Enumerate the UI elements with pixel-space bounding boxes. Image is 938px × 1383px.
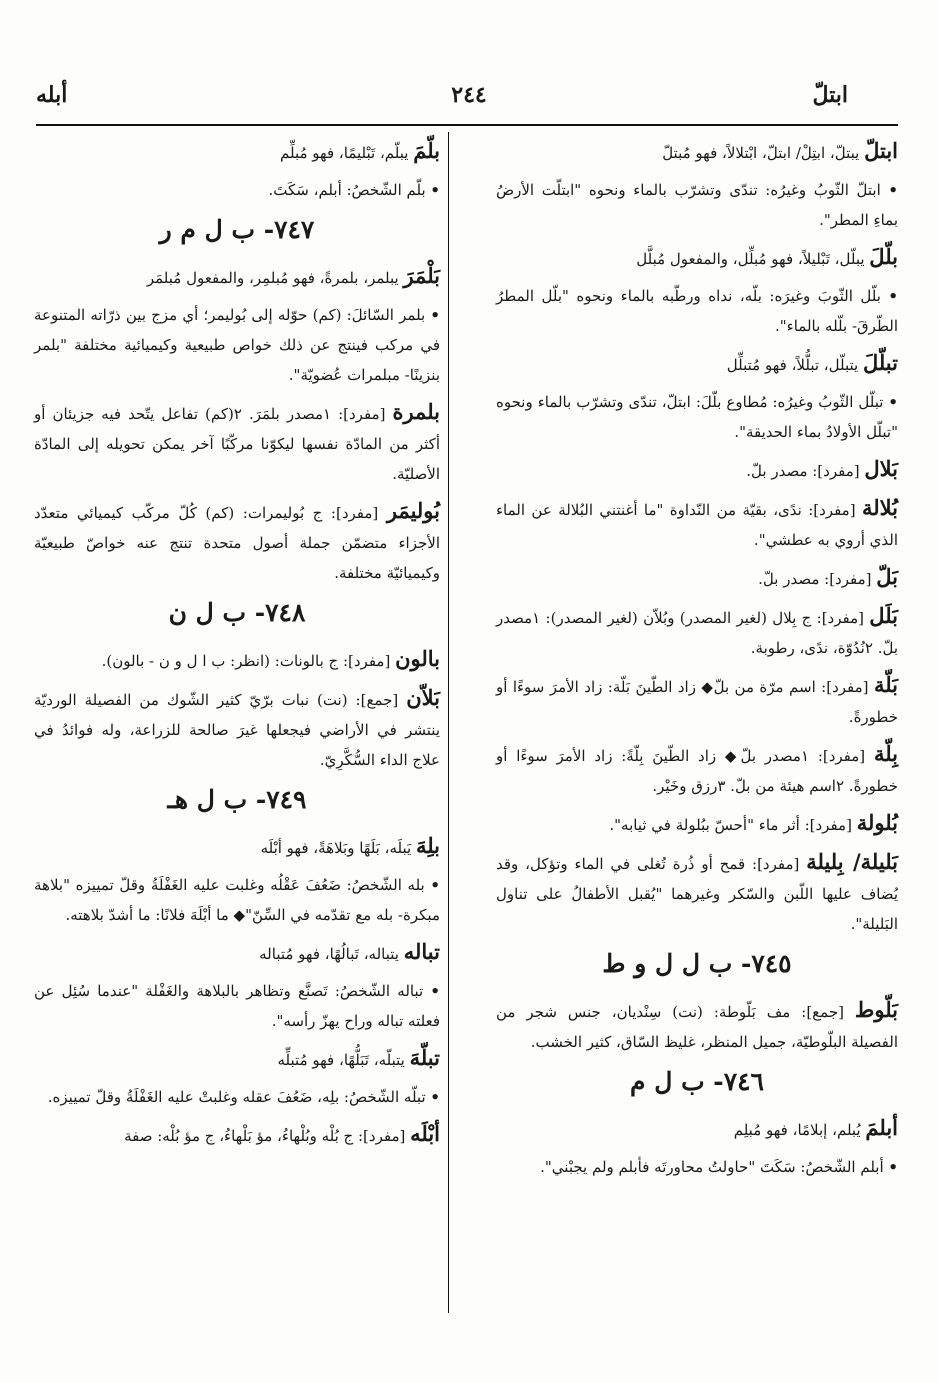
dictionary-entry [496,847,898,939]
dictionary-entry [496,493,898,555]
dictionary-entry [496,175,898,235]
dictionary-entry [34,300,440,390]
dictionary-entry [34,1082,440,1112]
dictionary-entry [34,261,440,293]
headword: بلّمَ [413,138,440,163]
bullet-icon: • [888,393,898,411]
headword: بَلْمَرَ [403,263,440,288]
dictionary-entry [496,562,898,594]
definition-text: يتبلّه، تَبَلُّهًا، فهو مُتبلِّه [277,1051,410,1069]
dictionary-entry [496,1113,898,1145]
headword: بُلولة [856,810,898,835]
headword: بالون [395,646,440,671]
headword: بَلّ [876,564,898,589]
headword: تبلّلَ [862,350,898,375]
definition-text: [مفرد]: ١مصدر بلمَرَ. ٢(كم) تفاعل يتّحد فيه جزيئان أو أكثر من المادّة نفسها ليكوّنا مركّبًا آخر يمكن تحويله إلى المادّة الأصليّة. [34,405,440,483]
header-first-word: ابتلّ [812,82,848,108]
headword: بلِهَ [415,833,440,858]
headword: بلمرة [392,399,440,424]
dictionary-entry [34,175,440,205]
root-heading: ٧٤٥- ب ل ل و ط [602,949,792,978]
definition-text: [مفرد]: ج بُوليمرات: (كم) كُلّ مركّب كيميائي متعدّد الأجزاء متضمّن جملة أصول متحدة تنتج عنه خواصّ طبيعيّة وكيميائيّة مختلفة. [34,504,440,582]
definition-text: [مفرد]: ج بالونات: (انظر: ب ا ل و ن - بالون). [101,652,396,670]
root-heading: ٧٤٨- ب ل ن [168,598,306,627]
definition-text: [جمع]: مف بَلّوطة: (نت) سِنْديان، جنس شجر من الفصيلة البلّوطيّة، جميل المنظر، غليظ السّاق، كثير الخشب. [496,1003,898,1051]
headword: بَليلة/ بِليلة [806,849,899,874]
definition-text: يبلمر، بلمرةً، فهو مُبلمِر، والمفعول مُبلمَر [146,269,404,287]
headword: تباله [403,939,440,964]
bullet-icon: • [430,982,440,1000]
headword: بَلّوط [854,997,898,1022]
dictionary-entry [34,397,440,489]
definition-text: [مفرد]: ج بِلال (لغير المصدر) وبُلاّن (لغير المصدر): ١مصدر بلّ. ٢نُدُوّة، ندًى، رطوبة. [496,609,898,657]
headword: ابتلّ [864,138,898,163]
headword: أبلمَ [865,1115,898,1140]
dictionary-entry [34,870,440,930]
dictionary-entry [34,831,440,863]
bullet-icon: • [888,287,898,305]
definition-text: [مفرد]: ١مصدر بلّ◆ زاد الطّينَ بِلّةً: زاد الأمرَ سوءًا أو خطورةً. ٢اسم هيئة من بلّ. ٣رزق وخَيْر. [496,747,898,795]
definition-text: يُبلم، إبلامًا، فهو مُبلِم [733,1121,866,1139]
bullet-icon: • [430,1088,440,1106]
dictionary-entry [496,242,898,274]
definition-text: [مفرد]: ج بُلْه وبُلْهاءُ، مؤ بَلْهاءُ، ج مؤ بُلْه: صفة [124,1127,411,1145]
bullet-icon: • [888,181,898,199]
page-number: ٢٤٤ [451,82,487,108]
left-column [34,136,440,1158]
header-rule [36,124,898,126]
definition-text: بله الشّخصُ: ضَعُفَ عَقْلُه وغلبت عليه الغَفْلَةُ وقلّ تمييزه "بلاهة مبكرة- بله مع تقدّمه في السِّنّ"◆ ما أبْلَهَ فلانًا: ما أشدّ بلاهته. [34,876,440,924]
definition-text: يَبلَه، بَلَهًا وبَلاهَةً، فهو أبْلَه [260,839,416,857]
definition-text: تبلّل الثّوبُ وغيرُه: مُطاوع بلّلَ: ابتلّ، تندّى وتشرّب بالماء ونحوه "تبلّل الأولادُ بماء الحديقة". [496,393,898,441]
definition-text: يبلّم، تَبْليمًا، فهو مُبلِّم [280,144,414,162]
dictionary-entry [496,387,898,447]
headword: تبلّهَ [409,1045,440,1070]
definition-text: يتباله، تَبالُهًا، فهو مُتباله [259,945,404,963]
bullet-icon: • [888,1158,898,1176]
headword: بُلالة [861,495,898,520]
dictionary-entry [34,976,440,1036]
dictionary-entry [34,136,440,168]
root-heading: ٧٤٩- ب ل هـ [167,785,307,814]
bullet-icon: • [430,876,440,894]
root-heading: ٧٤٧- ب ل م ر [159,215,315,244]
definition-text: [مفرد]: ندًى، بقيّة من النّداوة "ما أغنتني البُلالة عن الماء الذي أروي به عطشي". [496,501,898,549]
definition-text: بلّم الشّخصُ: أبلم، سَكَتَ. [268,181,431,199]
headword: بُوليمَر [386,498,440,523]
dictionary-entry [496,995,898,1057]
dictionary-entry [34,1119,440,1151]
bullet-icon: • [430,306,440,324]
dictionary-entry [496,601,898,663]
definition-text: بلمر السّائلَ: (كم) حوّله إلى بُوليمر؛ أي مزج بين ذرّاته المتنوعة في مركب فينتج عن ذلك خواص طبيعية وكيميائية مختلفة "بلمر بنزينًا- مبلمرات عُضويّة". [34,306,440,384]
dictionary-entry [34,496,440,588]
definition-text: يبلّل، تَبْليلاً، فهو مُبلِّل، والمفعول مُبلَّل [636,250,870,268]
dictionary-entry [496,670,898,732]
dictionary-entry [496,1152,898,1182]
definition-text: تبلّه الشّخصُ: بلِه، ضَعُفَ عقله وغلبتْ عليه الغَفْلَةُ وقلّ تمييزه. [47,1088,431,1106]
definition-text: ابتلّ الثّوبُ وغيرُه: تندّى وتشرّب بالماء ونحوه "ابتلّت الأرضُ بماءِ المطر". [496,181,898,229]
page-header [36,82,902,116]
headword: بَلال [864,456,898,481]
bullet-icon: • [430,181,440,199]
definition-text: تباله الشّخصُ: تَصنَّع وتظاهر بالبلاهة والغَفْلة "عندما سُئِل عن فعلته تباله وراح يهزّ رأسه". [34,982,440,1030]
dictionary-entry [34,937,440,969]
dictionary-entry [34,683,440,775]
definition-text: [مفرد]: اسم مرّة من بلّ◆ زاد الطّينَ بَلّة: زاد الأمرَ سوءًا أو خطورةً. [496,678,898,726]
dictionary-entry [496,808,898,840]
headword: بلّلَ [869,244,898,269]
header-last-word: أبله [36,82,68,108]
dictionary-entry [34,644,440,676]
definition-text: يبتلّ، ابتِلْ/ ابتلّ، ابْتلالاً، فهو مُبتلّ [662,144,865,162]
definition-text: [جمع]: (نت) نبات برّيّ كثير الشّوك من الفصيلة الورديّة ينتشر في الأراضي فيجعلها غيرَ صالحة للزراعة، وله فوائدُ في علاج الداء السُّكَّرِيّ. [34,691,440,769]
definition-text: أبلم الشّخصُ: سَكَتَ "حاولتُ محاورتَه فأبلم ولم يجبْني". [540,1158,889,1176]
definition-text: [مفرد]: قمح أو ذُرة تُغلى في الماء وتؤكل، وقد يُضاف عليها اللّبن والسّكر وغيرهما "يُقبل الأطفالُ على تناول البَليلة". [496,855,898,933]
definition-text: يتبلّل، تبلُّلاً، فهو مُتبلِّل [726,356,863,374]
headword: بَلّة [873,672,898,697]
right-column [496,136,898,1189]
headword: أبْلَه [410,1121,440,1146]
dictionary-entry [496,739,898,801]
definition-text: [مفرد]: أثر ماء "أحسّ ببُلولة في ثيابه". [609,816,857,834]
definition-text: [مفرد]: مصدر بلّ. [746,462,865,480]
definition-text: بلّل الثّوبَ وغيرَه: بلّه، نداه ورطّبه بالماء ونحوه "بلّل المطرُ الطّرقَ- بلّله بالماء". [496,287,898,335]
dictionary-entry [496,281,898,341]
definition-text: [مفرد]: مصدر بلّ. [758,570,877,588]
dictionary-entry [496,454,898,486]
dictionary-entry [496,348,898,380]
dictionary-entry [34,1043,440,1075]
headword: بِلّة [873,741,899,766]
headword: بَلاّن [406,685,440,710]
headword: بَلَل [869,603,898,628]
root-heading: ٧٤٦- ب ل م [630,1067,764,1096]
dictionary-entry [496,136,898,168]
column-divider [448,132,449,1313]
